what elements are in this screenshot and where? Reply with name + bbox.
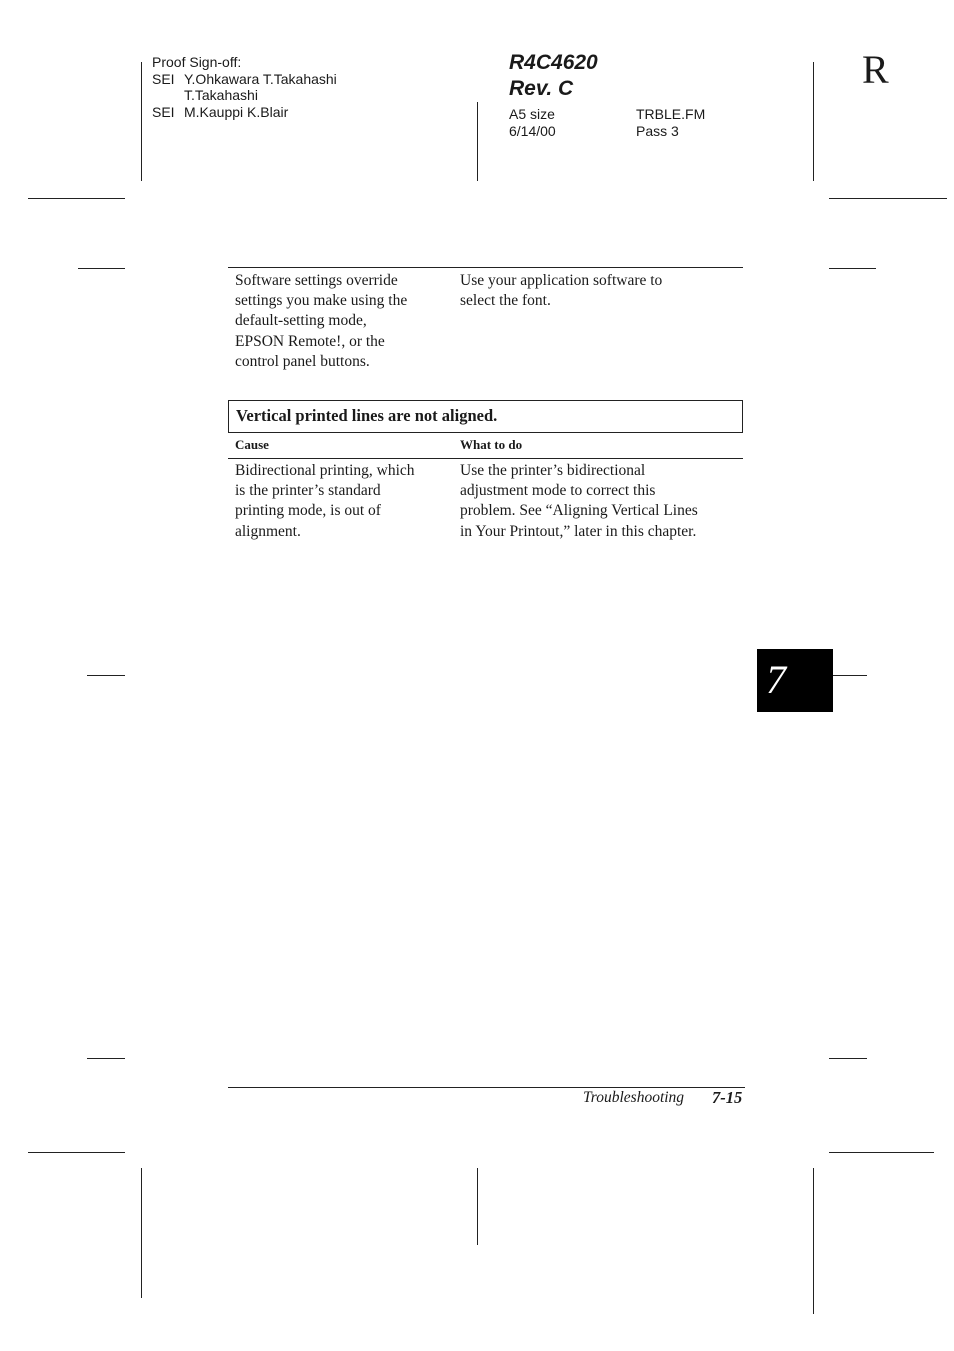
- crop-mark: [87, 1058, 125, 1059]
- document-code: R4C4620: [509, 51, 598, 74]
- crop-mark: [813, 62, 814, 181]
- crop-mark: [833, 675, 867, 676]
- cause-line: Bidirectional printing, which: [235, 462, 415, 479]
- cause-line: default-setting mode,: [235, 312, 367, 330]
- signoff-names: T.Takahashi: [184, 87, 258, 104]
- crop-mark: [829, 268, 876, 269]
- remedy-cell: [460, 271, 740, 311]
- signoff-row: [152, 87, 337, 104]
- crop-mark: [477, 102, 478, 181]
- proof-signoff-block: [152, 54, 337, 121]
- crop-mark: [477, 1168, 478, 1245]
- crop-mark: [78, 268, 125, 269]
- problem-heading-box: [228, 400, 743, 433]
- proof-signoff-label: Proof Sign-off:: [152, 54, 242, 70]
- column-header-what-to-do: What to do: [460, 437, 523, 452]
- remedy-line: adjustment mode to correct this: [460, 482, 656, 500]
- crop-mark: [813, 1168, 814, 1314]
- document-revision: Rev. C: [509, 77, 574, 100]
- crop-mark: [28, 1152, 125, 1153]
- cause-line: Software settings override: [235, 272, 398, 289]
- table-rule: [228, 267, 743, 268]
- signoff-org: SEI: [152, 70, 175, 87]
- footer-rule: [228, 1087, 745, 1088]
- pass-number: Pass 3: [636, 122, 679, 139]
- problem-heading: Vertical printed lines are not aligned.: [236, 406, 498, 425]
- remedy-line: problem. See “Aligning Vertical Lines: [460, 502, 698, 520]
- chapter-tab: [757, 649, 833, 712]
- footer-page-number: 7-15: [712, 1088, 743, 1107]
- crop-mark: [829, 198, 947, 199]
- cause-cell: [235, 461, 455, 542]
- cause-line: settings you make using the: [235, 292, 408, 310]
- remedy-line: in Your Printout,” later in this chapter.: [460, 522, 697, 540]
- crop-mark: [829, 1058, 867, 1059]
- column-header-cause: Cause: [235, 437, 269, 452]
- signoff-row: [152, 104, 337, 121]
- crop-mark: [28, 198, 125, 199]
- table-rule: [228, 458, 743, 459]
- document-date: 6/14/00: [509, 122, 556, 139]
- crop-mark: [141, 1168, 142, 1298]
- remedy-line: Use the printer’s bidirectional: [460, 462, 646, 479]
- remedy-line: select the font.: [460, 292, 551, 310]
- signoff-names: Y.Ohkawara T.Takahashi: [184, 70, 337, 87]
- file-name: TRBLE.FM: [636, 106, 706, 122]
- cause-line: is the printer’s standard: [235, 482, 381, 500]
- meta-right: [636, 106, 705, 139]
- crop-mark: [87, 675, 125, 676]
- cause-line: alignment.: [235, 522, 301, 540]
- cause-line: EPSON Remote!, or the: [235, 332, 385, 350]
- cause-line: printing mode, is out of: [235, 502, 381, 520]
- cause-line: control panel buttons.: [235, 352, 370, 370]
- chapter-number: 7: [766, 657, 786, 702]
- document-code-block: [509, 50, 598, 102]
- remedy-cell: [460, 461, 750, 542]
- remedy-line: Use your application software to: [460, 272, 663, 289]
- corner-letter: R: [862, 47, 889, 92]
- signoff-names: M.Kauppi K.Blair: [184, 104, 289, 121]
- meta-left: [509, 106, 556, 139]
- page-size: A5 size: [509, 106, 555, 122]
- signoff-org: SEI: [152, 104, 175, 121]
- footer-section-name: Troubleshooting: [583, 1089, 685, 1106]
- signoff-org: [152, 87, 184, 104]
- crop-mark: [829, 1152, 934, 1153]
- crop-mark: [141, 62, 142, 181]
- cause-cell: [235, 271, 450, 372]
- signoff-row: [152, 71, 337, 88]
